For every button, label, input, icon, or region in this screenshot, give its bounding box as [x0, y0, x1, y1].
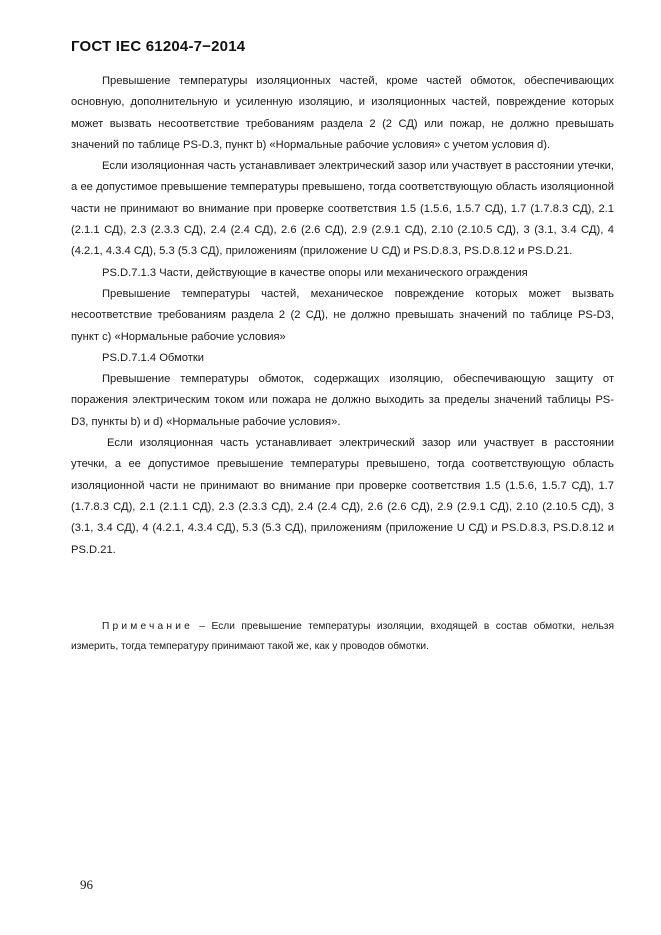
paragraph-support-parts: Превышение температуры частей, механическое повреждение которых может вызвать несоответствие требованиям раздела 2 (2 СД), не должно превышать значений по таблице PS-D3, пункт с) «Нормальные рабочие условия» [71, 287, 614, 343]
note-label: Примечание [102, 621, 193, 632]
document-body [71, 71, 614, 561]
note-text: – Если превышение температуры изоляции, входящей в состав обмотки, нельзя измерить, тогда температуру принимают такой же, как у проводов обмотки. [71, 621, 614, 652]
note-block [71, 617, 614, 657]
paragraph-clearance-condition: Если изоляционная часть устанавливает электрический зазор или участвует в расстоянии утечки, а ее допустимое превышение температуры превышено, тогда соответствующую область изоляционной части не принимают во внимание при проверке соответствия 1.5 (1.5.6, 1.5.7 СД), 1.7 (1.7.8.3 СД), 2.1 (2.1.1 СД), 2.3 (2.3.3 СД), 2.4 (2.4 СД), 2.6 (2.6 СД), 2.9 (2.9.1 СД), 2.10 (2.10.5 СД), 3 (3.1, 3.4 СД), 4 (4.2.1, 4.3.4 СД), 5.3 (5.3 СД), приложениям (приложение U СД) и PS.D.8.3, PS.D.8.12 и PS.D.21. [71, 160, 614, 258]
section-heading-ps-d-7-1-3: PS.D.7.1.3 Части, действующие в качестве опоры или механического ограждения [102, 266, 528, 279]
paragraph-clearance-condition-repeat: Если изоляционная часть устанавливает электрический зазор или участвует в расстоянии утечки, а ее допустимое превышение температуры превышено, тогда соответствующую область изоляционной части не принимают во внимание при проверке соответствия 1.5 (1.5.6, 1.5.7 СД), 1.7 (1.7.8.3 СД), 2.1 (2.1.1 СД), 2.3 (2.3.3 СД), 2.4 (2.4 СД), 2.6 (2.6 СД), 2.9 (2.9.1 СД), 2.10 (2.10.5 СД), 3 (3.1, 3.4 СД), 4 (4.2.1, 4.3.4 СД), 5.3 (5.3 СД), приложениям (приложение U СД) и PS.D.8.3, PS.D.8.12 и PS.D.21. [71, 437, 614, 556]
document-header: ГОСТ IEC 61204-7−2014 [71, 38, 246, 55]
paragraph-insulation-temperature: Превышение температуры изоляционных частей, кроме частей обмоток, обеспечивающих основную, дополнительную и усиленную изоляцию, и изоляционных частей, повреждение которых может вызвать несоответствие требованиям раздела 2 (2 СД) или пожар, не должно превышать значений по таблице PS-D.3, пункт b) «Нормальные рабочие условия» с учетом условия d). [71, 75, 614, 151]
page-number: 96 [80, 877, 93, 892]
section-heading-ps-d-7-1-4: PS.D.7.1.4 Обмотки [102, 351, 205, 364]
paragraph-windings: Превышение температуры обмоток, содержащих изоляцию, обеспечивающую защиту от поражения электрическим током или пожара не должно выходить за пределы значений таблицы PS-D3, пункты b) и d) «Нормальные рабочие условия». [71, 373, 614, 428]
